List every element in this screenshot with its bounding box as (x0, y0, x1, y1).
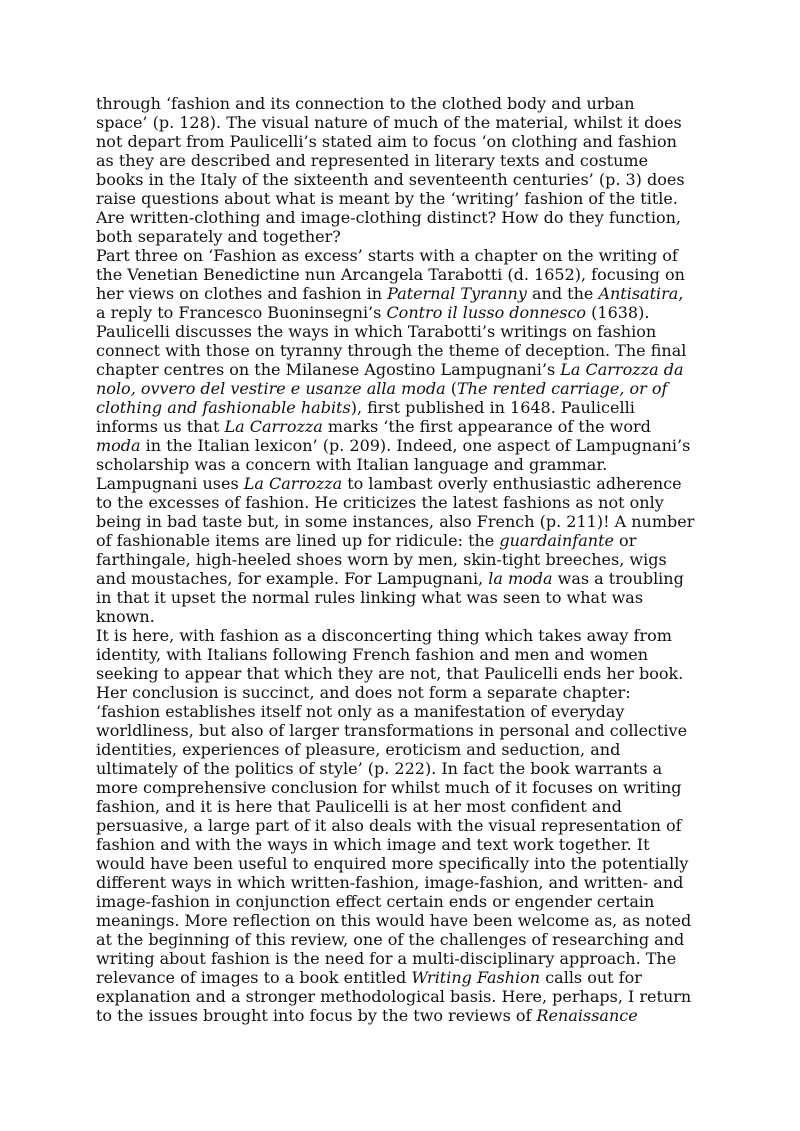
text-segment: ultimately of the politics of style’ (p. 222). In fact the book warrants a (96, 759, 663, 778)
document-body (96, 94, 716, 1025)
italic-text: moda (96, 436, 141, 455)
italic-text: nolo, ovvero del vestire e usanze alla moda (96, 379, 446, 398)
text-segment: Are written-clothing and image-clothing distinct? How do they function, (96, 208, 681, 227)
text-line (96, 1006, 716, 1025)
italic-text: Writing Fashion (411, 968, 541, 987)
text-line (96, 322, 716, 341)
text-segment: to lambast overly enthusiastic adherence (342, 474, 682, 493)
italic-text: Antisatira (598, 284, 679, 303)
text-segment: Her conclusion is succinct, and does not form a separate chapter: (96, 683, 631, 702)
text-line (96, 512, 716, 531)
text-segment: relevance of images to a book entitled (96, 968, 412, 987)
text-line (96, 873, 716, 892)
text-segment: fashion and with the ways in which image and text work together. It (96, 835, 650, 854)
text-segment: books in the Italy of the sixteenth and seventeenth centuries’ (p. 3) does (96, 170, 685, 189)
text-line (96, 94, 716, 113)
paragraph-3 (96, 626, 716, 1025)
italic-text: Renaissance (536, 1006, 638, 1025)
text-segment: a reply to Francesco Buoninsegni’s (96, 303, 387, 322)
text-segment: identities, experiences of pleasure, eroticism and seduction, and (96, 740, 621, 759)
text-line (96, 683, 716, 702)
text-line (96, 284, 716, 303)
text-line (96, 436, 716, 455)
text-segment: ), first published in 1648. Paulicelli (350, 398, 635, 417)
text-line (96, 854, 716, 873)
text-segment: connect with those on tyranny through the theme of deception. The final (96, 341, 687, 360)
text-line (96, 816, 716, 835)
text-segment: worldliness, but also of larger transformations in personal and collective (96, 721, 688, 740)
text-line (96, 930, 716, 949)
text-segment: the Venetian Benedictine nun Arcangela Tarabotti (d. 1652), focusing on (96, 265, 685, 284)
italic-text: La Carrozza da (560, 360, 684, 379)
text-line (96, 455, 716, 474)
text-segment: Paulicelli discusses the ways in which Tarabotti’s writings on fashion (96, 322, 657, 341)
text-segment: marks ‘the first appearance of the word (322, 417, 651, 436)
text-line (96, 398, 716, 417)
text-segment: It is here, with fashion as a disconcerting thing which takes away from (96, 626, 672, 645)
italic-text: la moda (488, 569, 553, 588)
italic-text: Paternal Tyranny (387, 284, 527, 303)
text-line (96, 569, 716, 588)
text-segment: persuasive, a large part of it also deals with the visual representation of (96, 816, 682, 835)
text-line (96, 474, 716, 493)
text-segment: chapter centres on the Milanese Agostino Lampugnani’s (96, 360, 561, 379)
text-segment: would have been useful to enquired more specifically into the potentially (96, 854, 689, 873)
text-line (96, 303, 716, 322)
text-line (96, 208, 716, 227)
text-line (96, 227, 716, 246)
text-line (96, 550, 716, 569)
text-line (96, 778, 716, 797)
text-line (96, 702, 716, 721)
text-line (96, 949, 716, 968)
text-segment: her views on clothes and fashion in (96, 284, 388, 303)
text-line (96, 892, 716, 911)
text-line (96, 132, 716, 151)
text-line (96, 493, 716, 512)
text-segment: informs us that (96, 417, 225, 436)
text-segment: space’ (p. 128). The visual nature of much of the material, whilst it does (96, 113, 682, 132)
text-segment: known. (96, 607, 155, 626)
text-segment: through ‘fashion and its connection to the clothed body and urban (96, 94, 635, 113)
italic-text: La Carrozza (224, 417, 323, 436)
text-line (96, 531, 716, 550)
text-segment: different ways in which written-fashion, image-fashion, and written- and (96, 873, 684, 892)
text-segment: being in bad taste but, in some instances, also French (p. 211)! A number (96, 512, 695, 531)
text-segment: as they are described and represented in literary texts and costume (96, 151, 649, 170)
text-segment: , (678, 284, 684, 303)
italic-text: La Carrozza (243, 474, 343, 493)
text-line (96, 341, 716, 360)
italic-text: clothing and fashionable habits (96, 398, 351, 417)
text-segment: explanation and a stronger methodological basis. Here, perhaps, I return (96, 987, 692, 1006)
text-line (96, 835, 716, 854)
text-line (96, 721, 716, 740)
text-line (96, 968, 716, 987)
text-segment: fashion, and it is here that Paulicelli is at her most confident and (96, 797, 622, 816)
text-segment: not depart from Paulicelli’s stated aim to focus ‘on clothing and fashion (96, 132, 677, 151)
text-line (96, 189, 716, 208)
text-segment: ( (445, 379, 457, 398)
text-line (96, 626, 716, 645)
text-segment: more comprehensive conclusion for whilst much of it focuses on writing (96, 778, 682, 797)
paragraph-2 (96, 246, 716, 626)
text-segment: identity, with Italians following French fashion and men and women (96, 645, 648, 664)
text-line (96, 664, 716, 683)
text-line (96, 151, 716, 170)
text-line (96, 607, 716, 626)
text-segment: was a troubling (552, 569, 684, 588)
text-segment: Part three on ‘Fashion as excess’ starts with a chapter on the writing of (96, 246, 678, 265)
text-segment: image-fashion in conjunction effect certain ends or engender certain (96, 892, 655, 911)
text-segment: calls out for (540, 968, 642, 987)
text-line (96, 797, 716, 816)
text-line (96, 113, 716, 132)
paragraph-1 (96, 94, 716, 246)
italic-text: guardainfante (499, 531, 614, 550)
text-line (96, 360, 716, 379)
text-line (96, 379, 716, 398)
text-segment: scholarship was a concern with Italian language and grammar. (96, 455, 608, 474)
text-segment: at the beginning of this review, one of the challenges of researching and (96, 930, 685, 949)
text-line (96, 740, 716, 759)
text-segment: seeking to appear that which they are not, that Paulicelli ends her book. (96, 664, 684, 683)
text-segment: and moustaches, for example. For Lampugnani, (96, 569, 489, 588)
text-segment: Lampugnani uses (96, 474, 244, 493)
text-segment: meanings. More reflection on this would have been welcome as, as noted (96, 911, 692, 930)
text-line (96, 987, 716, 1006)
text-segment: both separately and together? (96, 227, 341, 246)
text-line (96, 170, 716, 189)
text-line (96, 759, 716, 778)
text-segment: farthingale, high-heeled shoes worn by men, skin-tight breeches, wigs (96, 550, 667, 569)
text-segment: writing about fashion is the need for a multi-disciplinary approach. The (96, 949, 677, 968)
text-segment: to the excesses of fashion. He criticizes the latest fashions as not only (96, 493, 664, 512)
text-line (96, 246, 716, 265)
text-segment: of fashionable items are lined up for ridicule: the (96, 531, 500, 550)
text-line (96, 588, 716, 607)
text-line (96, 645, 716, 664)
text-segment: and the (526, 284, 599, 303)
text-segment: in the Italian lexicon’ (p. 209). Indeed, one aspect of Lampugnani’s (140, 436, 691, 455)
text-segment: raise questions about what is meant by the ‘writing’ fashion of the title. (96, 189, 678, 208)
italic-text: Contro il lusso donnesco (386, 303, 587, 322)
text-line (96, 911, 716, 930)
text-line (96, 417, 716, 436)
text-line (96, 265, 716, 284)
text-segment: or (613, 531, 637, 550)
text-segment: to the issues brought into focus by the two reviews of (96, 1006, 537, 1025)
text-segment: ‘fashion establishes itself not only as a manifestation of everyday (96, 702, 625, 721)
text-segment: in that it upset the normal rules linking what was seen to what was (96, 588, 644, 607)
text-segment: (1638). (586, 303, 650, 322)
italic-text: The rented carriage, or of (457, 379, 668, 398)
